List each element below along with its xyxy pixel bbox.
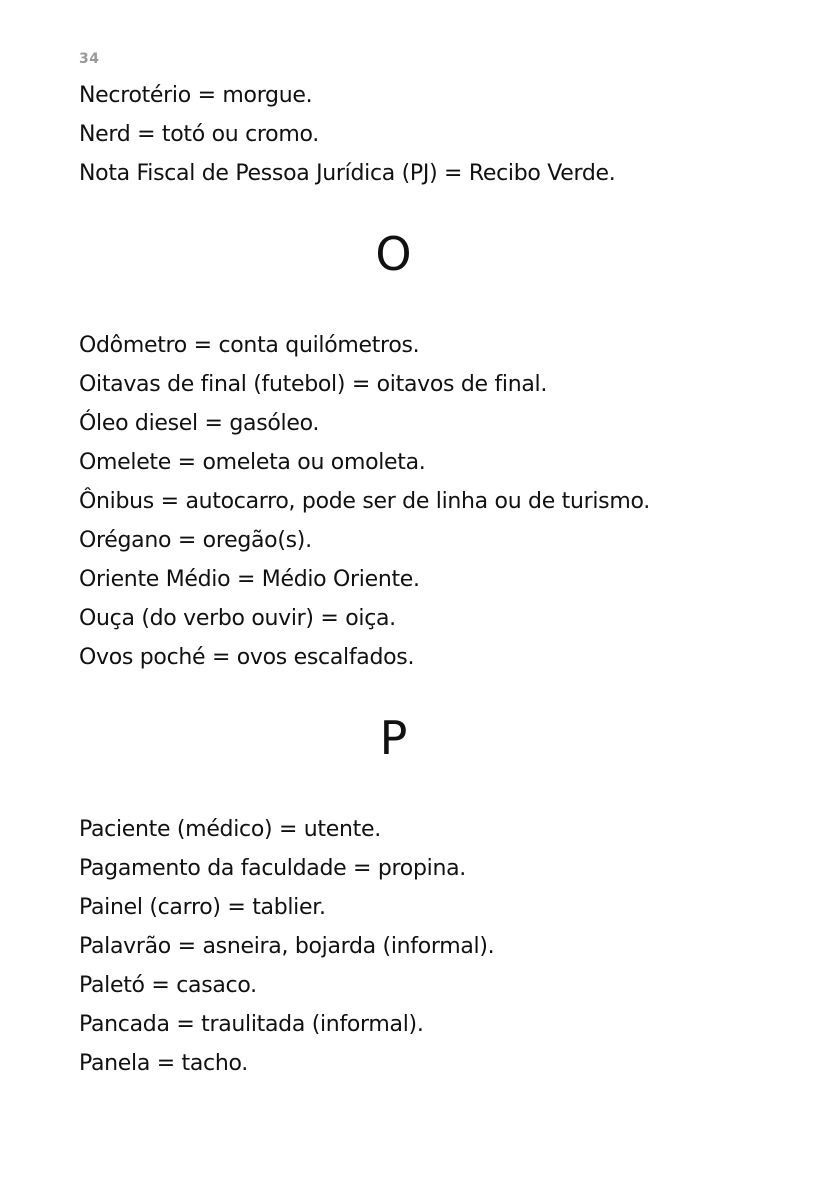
glossary-entry: Nota Fiscal de Pessoa Jurídica (PJ) = Recibo Verde.	[79, 161, 616, 186]
section-heading-p: P	[379, 711, 408, 765]
glossary-entry: Óleo diesel = gasóleo.	[79, 411, 320, 436]
glossary-entry: Pancada = traulitada (informal).	[79, 1012, 424, 1037]
glossary-entry: Ouça (do verbo ouvir) = oiça.	[79, 606, 396, 631]
glossary-entry: Omelete = omeleta ou omoleta.	[79, 450, 426, 475]
page-number: 34	[79, 51, 100, 67]
glossary-entry: Nerd = totó ou cromo.	[79, 122, 319, 147]
glossary-entry: Ovos poché = ovos escalfados.	[79, 645, 415, 670]
glossary-entry: Orégano = oregão(s).	[79, 528, 312, 553]
glossary-entry: Painel (carro) = tablier.	[79, 895, 326, 920]
glossary-entry: Palavrão = asneira, bojarda (informal).	[79, 934, 495, 959]
section-heading-o: O	[375, 227, 412, 281]
glossary-entry: Necrotério = morgue.	[79, 83, 313, 108]
glossary-entry: Paciente (médico) = utente.	[79, 817, 381, 842]
glossary-entry: Pagamento da faculdade = propina.	[79, 856, 466, 881]
glossary-entry: Ônibus = autocarro, pode ser de linha ou de turismo.	[79, 489, 650, 514]
glossary-entry: Odômetro = conta quilómetros.	[79, 333, 420, 358]
glossary-entry: Paletó = casaco.	[79, 973, 257, 998]
glossary-entry: Oitavas de final (futebol) = oitavos de final.	[79, 372, 548, 397]
glossary-entry: Oriente Médio = Médio Oriente.	[79, 567, 420, 592]
glossary-entry: Panela = tacho.	[79, 1051, 248, 1076]
